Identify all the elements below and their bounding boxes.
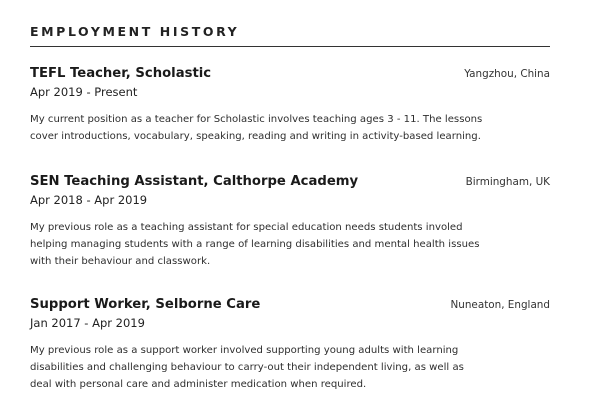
job-description-line: with their behaviour and classwork. <box>30 255 211 267</box>
job-description <box>30 343 554 393</box>
job-description <box>30 220 554 270</box>
job-description-line: deal with personal care and administer medication when required. <box>30 378 367 390</box>
section-divider <box>30 46 550 47</box>
job-title: SEN Teaching Assistant, Calthorpe Academy <box>30 174 359 189</box>
job-description <box>30 112 554 146</box>
job-description-line: My current position as a teacher for Scholastic involves teaching ages 3 - 11. The lessons <box>30 114 483 125</box>
job-dates: Apr 2018 - Apr 2019 <box>30 193 148 207</box>
job-description-line: My previous role as a support worker involved supporting young adults with learning <box>30 345 459 356</box>
job-description-line: disabilities and challenging behaviour to carry-out their independent living, as well as <box>30 361 464 373</box>
job-dates: Apr 2019 - Present <box>30 85 138 99</box>
job-location: Nuneaton, England <box>450 299 550 311</box>
job-location: Yangzhou, China <box>464 68 550 80</box>
job-description-line: helping managing students with a range of learning disabilities and mental health issues <box>30 238 480 250</box>
job-title: Support Worker, Selborne Care <box>30 297 261 312</box>
job-dates: Jan 2017 - Apr 2019 <box>30 316 145 330</box>
job-title: TEFL Teacher, Scholastic <box>30 66 212 81</box>
job-description-line: cover introductions, vocabulary, speaking, reading and writing in activity-based learning. <box>30 130 481 142</box>
section-heading: EMPLOYMENT HISTORY <box>30 24 240 39</box>
job-location: Birmingham, UK <box>465 176 550 188</box>
job-description-line: My previous role as a teaching assistant for special education needs students involed <box>30 222 463 233</box>
